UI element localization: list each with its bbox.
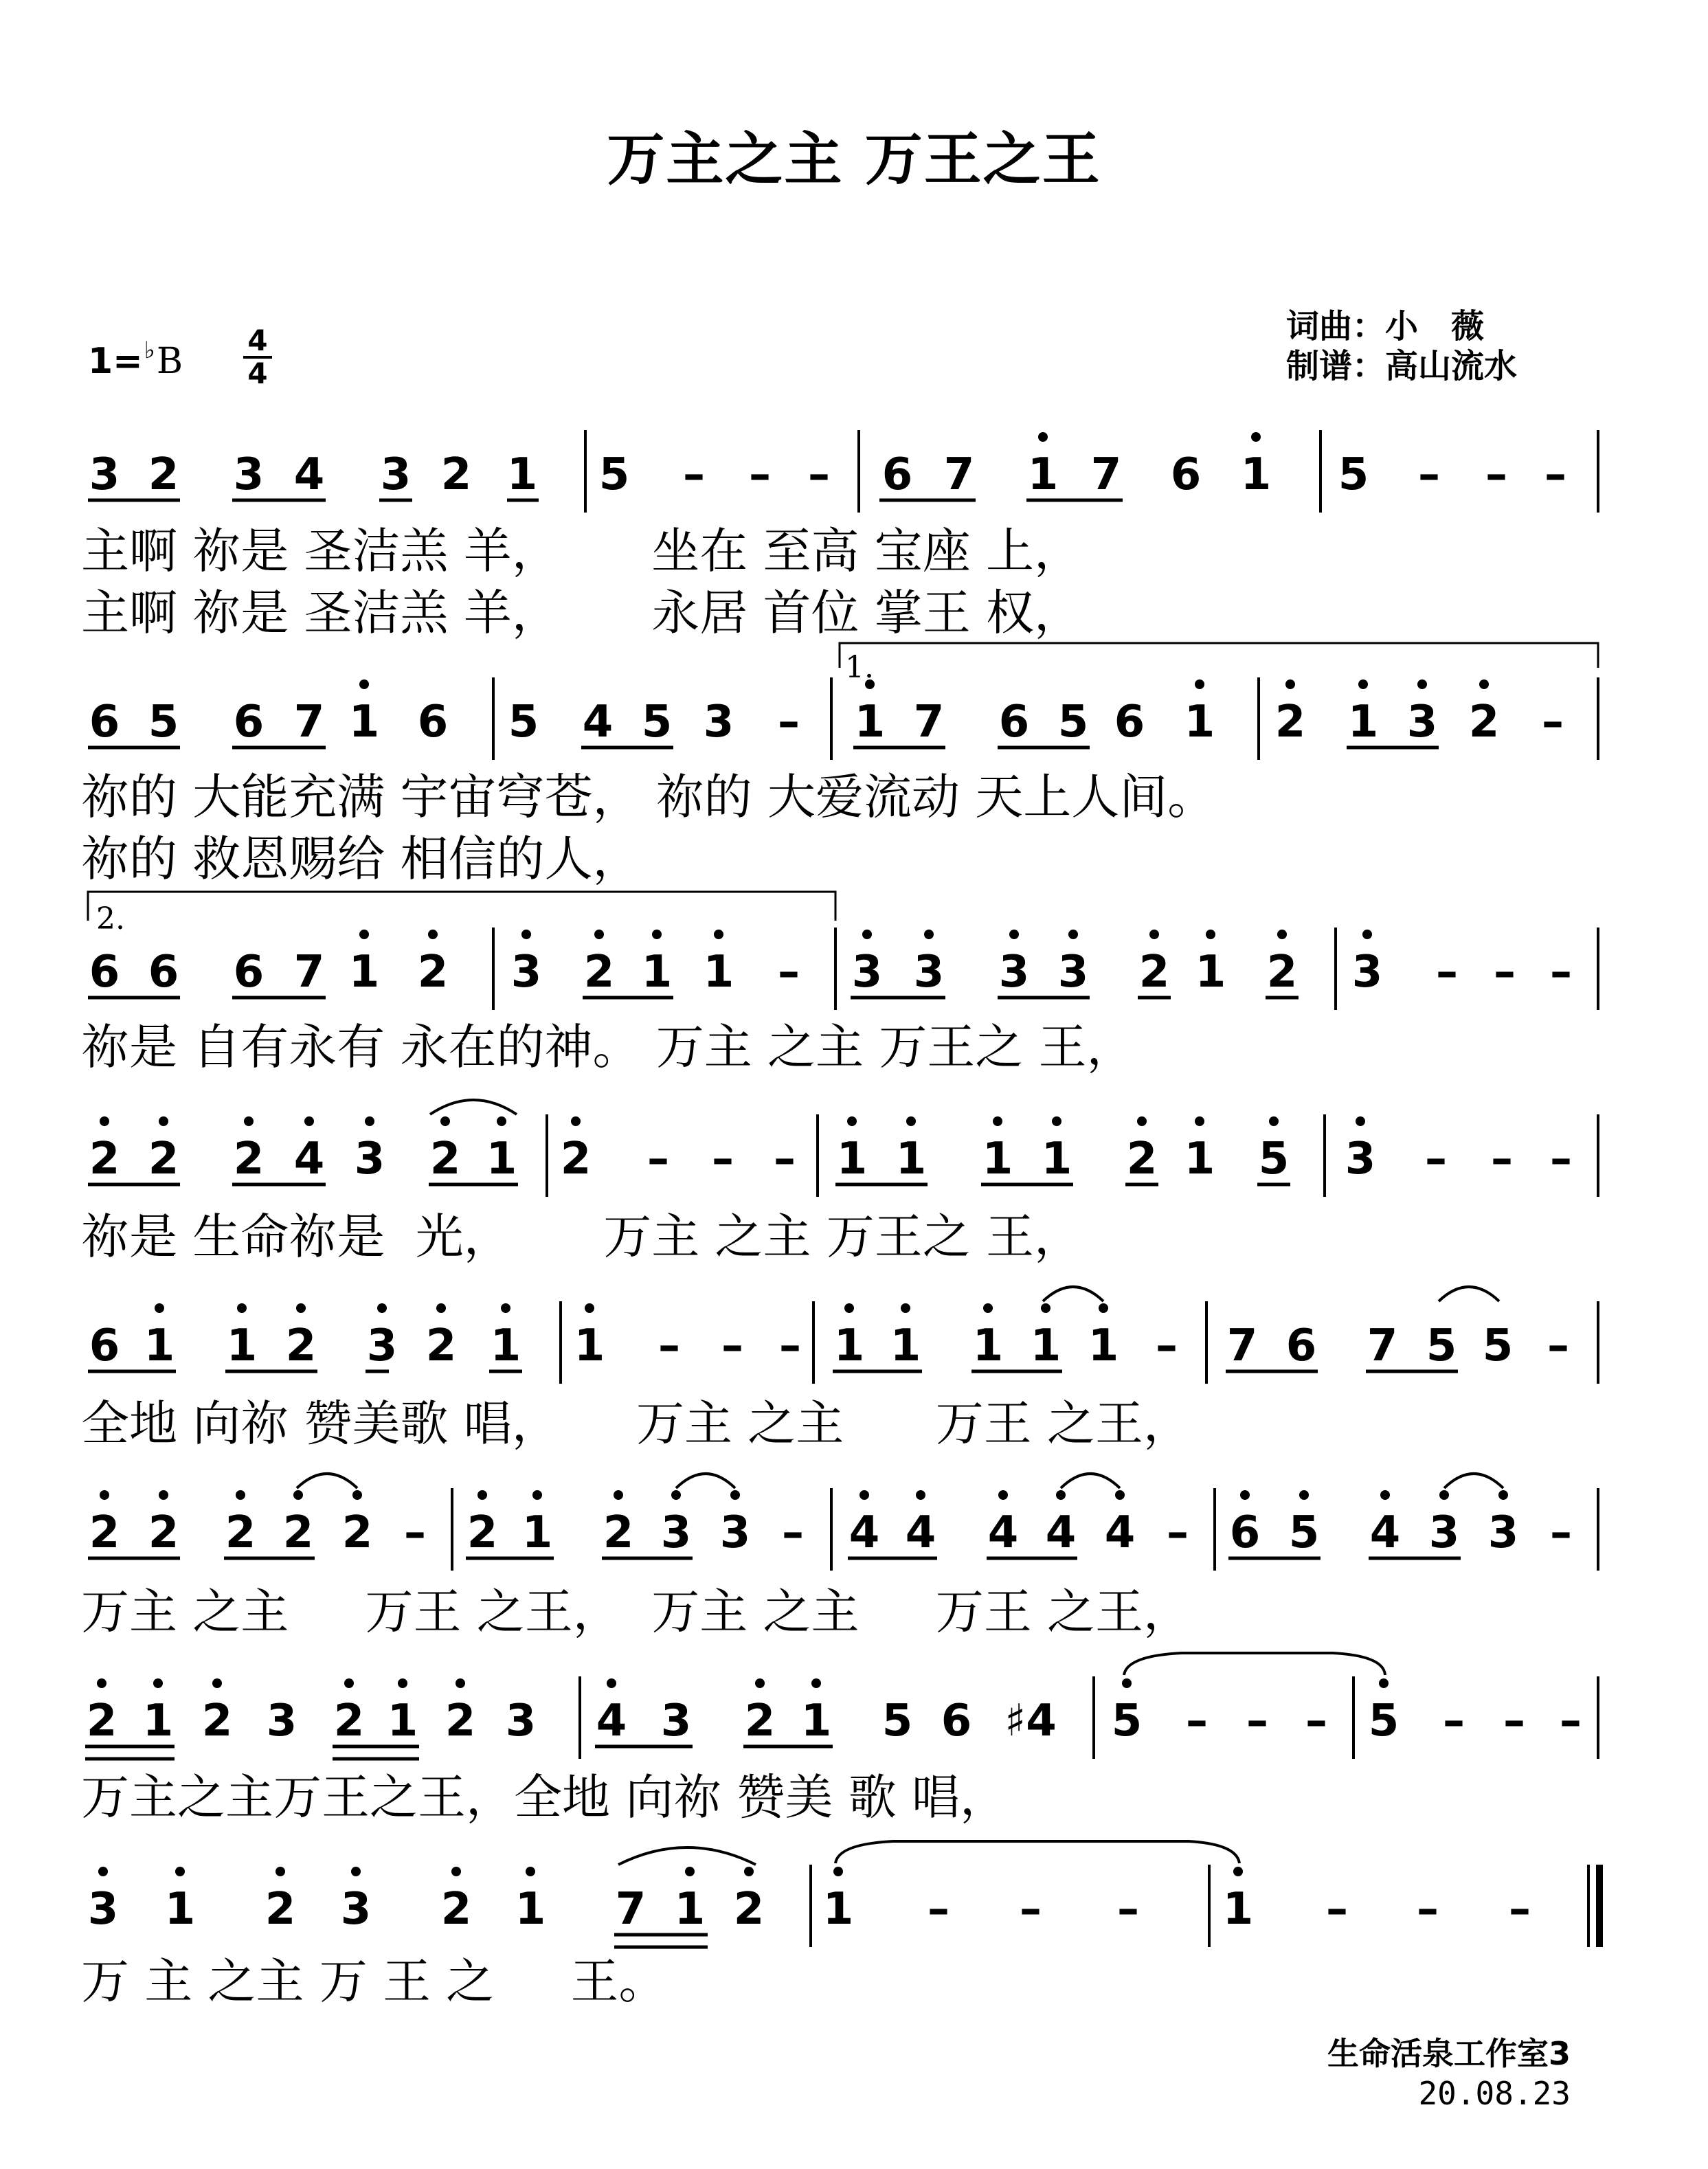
note: 2: [1274, 697, 1306, 748]
note: 1: [836, 1134, 868, 1184]
note: –: [1544, 449, 1566, 500]
note: 6: [881, 449, 913, 500]
note: –: [774, 1134, 796, 1184]
tie-slur: [835, 1841, 1239, 1863]
octave-dots: [359, 930, 1372, 939]
note: –: [658, 1320, 680, 1371]
note: 1: [1184, 697, 1215, 748]
octave-dots: [100, 1116, 1365, 1126]
note: 5: [1426, 1320, 1457, 1371]
note: 4: [596, 1696, 627, 1746]
underlines: [614, 1935, 708, 1947]
octave-dots: [155, 1303, 1108, 1313]
note: 1: [142, 1696, 174, 1746]
system-1: [81, 430, 1598, 641]
note: 1: [574, 1320, 605, 1371]
note: 3: [660, 1507, 692, 1558]
note: 2: [583, 947, 615, 998]
note: –: [928, 1884, 949, 1935]
note: –: [1156, 1320, 1178, 1371]
note: 2: [86, 1696, 117, 1746]
note: –: [1550, 947, 1572, 998]
lyric-line: 全地 向祢 赞美歌 唱， 万主 之主 万王 之王，: [81, 1395, 1192, 1452]
note: 3: [719, 1507, 751, 1558]
note: 4: [905, 1507, 936, 1558]
note: 5: [881, 1696, 913, 1746]
lyric-line: 祢的 大能充满 宇宙穹苍， 祢的 大爱流动 天上人间。: [81, 769, 1216, 825]
note: 6: [417, 697, 449, 748]
note: 2: [233, 1134, 265, 1184]
note: 3: [1351, 947, 1383, 998]
note: 2: [445, 1696, 476, 1746]
note: 6: [233, 947, 265, 998]
note: 3: [1428, 1507, 1460, 1558]
note: 6: [941, 1696, 972, 1746]
system-4: [81, 1100, 1598, 1265]
note: –: [1117, 1884, 1139, 1935]
note: 5: [1482, 1320, 1514, 1371]
note: –: [1246, 1696, 1268, 1746]
note: 1: [490, 1320, 521, 1371]
footer-studio: 生命活泉工作室3: [1327, 2035, 1571, 2072]
note: –: [404, 1507, 426, 1558]
note: 1: [1195, 947, 1226, 998]
tie-slur: [618, 1847, 756, 1865]
note: 2: [201, 1696, 233, 1746]
note: –: [1305, 1696, 1327, 1746]
tie-slur: [1444, 1474, 1503, 1488]
note: 1: [1030, 1320, 1061, 1371]
note: –: [647, 1134, 669, 1184]
note: –: [1436, 947, 1458, 998]
note: 1: [895, 1134, 927, 1184]
note: –: [749, 449, 771, 500]
note: 6: [1285, 1320, 1317, 1371]
note: –: [1443, 1696, 1465, 1746]
note: 1: [822, 1884, 854, 1935]
note: 6: [1170, 449, 1202, 500]
octave-dots: [98, 1867, 1243, 1876]
note: 6: [89, 1320, 120, 1371]
volta-bracket-1: [840, 643, 1598, 685]
note: 1: [515, 1884, 546, 1935]
note: 6: [89, 947, 120, 998]
note: 5: [598, 449, 630, 500]
note: –: [1547, 1320, 1569, 1371]
note: 5: [641, 697, 673, 748]
tie-slur: [430, 1100, 517, 1114]
note: 2: [1138, 947, 1170, 998]
note: 4: [582, 697, 614, 748]
note: 1: [164, 1884, 196, 1935]
note: 4: [1369, 1507, 1401, 1558]
note: 3: [233, 449, 265, 500]
note: 2: [733, 1884, 765, 1935]
note: 2: [89, 1134, 120, 1184]
note: –: [778, 697, 800, 748]
tie-slur: [1043, 1287, 1103, 1301]
note: –: [1503, 1696, 1525, 1746]
note: –: [779, 1320, 801, 1371]
song-title: 万主之主 万王之王: [607, 126, 1101, 193]
note: 2: [440, 449, 472, 500]
time-numerator: 4: [247, 324, 268, 357]
note: 2: [282, 1507, 314, 1558]
lyric-line: 主啊 祢是 圣洁羔 羊， 坐在 至高 宝座 上，: [81, 523, 1083, 579]
note: 6: [233, 697, 265, 748]
note: 1: [1347, 697, 1379, 748]
note: 2: [89, 1507, 120, 1558]
note: 4: [1045, 1507, 1077, 1558]
note: 5: [1288, 1507, 1320, 1558]
lyric-line: 万主之主万王之王，全地 向祢 赞美 歌 唱，: [81, 1769, 1009, 1825]
note: 2: [603, 1507, 634, 1558]
note: 1: [486, 1134, 517, 1184]
note: 2: [1266, 947, 1298, 998]
note: 2: [440, 1884, 472, 1935]
note: 7: [943, 449, 975, 500]
note: 1: [1088, 1320, 1119, 1371]
lyric-line: 万 主 之主 万 王 之 王。: [81, 1953, 667, 2010]
tie-slur: [1124, 1653, 1385, 1675]
note: 4: [293, 449, 325, 500]
note: 7: [293, 947, 325, 998]
note: –: [1417, 1884, 1439, 1935]
note: 3: [366, 1320, 398, 1371]
note: 6: [1114, 697, 1145, 748]
note: 5: [1057, 697, 1089, 748]
note: –: [721, 1320, 743, 1371]
flat-sign: ♭: [144, 337, 155, 364]
note: 2: [265, 1884, 296, 1935]
note: –: [808, 449, 830, 500]
note: 1: [972, 1320, 1004, 1371]
note: –: [1186, 1696, 1208, 1746]
note: 3: [703, 697, 734, 748]
note: 2: [285, 1320, 317, 1371]
lyric-line: 主啊 祢是 圣洁羔 羊， 永居 首位 掌王 权，: [81, 585, 1083, 641]
note: 1: [1222, 1884, 1254, 1935]
octave-dots: [359, 679, 1489, 689]
note: 5: [1368, 1696, 1400, 1746]
system-7: [81, 1653, 1598, 1825]
note: –: [1491, 1134, 1513, 1184]
note: –: [778, 947, 800, 998]
note: 2: [417, 947, 449, 998]
note: ♯4: [1004, 1696, 1057, 1746]
note: 2: [467, 1507, 498, 1558]
note: 2: [333, 1696, 365, 1746]
note: 6: [148, 947, 179, 998]
note: 6: [89, 697, 120, 748]
key-tonic: 1=: [88, 341, 143, 382]
note: –: [1509, 1884, 1531, 1935]
note: 4: [849, 1507, 880, 1558]
note: 3: [354, 1134, 385, 1184]
note: –: [1326, 1884, 1348, 1935]
note: 2: [744, 1696, 776, 1746]
tie-slur: [1061, 1474, 1120, 1488]
note: 6: [1229, 1507, 1261, 1558]
note: 1: [1027, 449, 1059, 500]
note: 3: [660, 1696, 692, 1746]
volta-bracket-2: [88, 892, 835, 936]
note: 2: [341, 1507, 373, 1558]
note: –: [1560, 1696, 1582, 1746]
note: 1: [348, 947, 380, 998]
note: 1: [854, 697, 886, 748]
note: –: [1485, 449, 1507, 500]
note: 3: [380, 449, 412, 500]
note: 1: [641, 947, 673, 998]
note: –: [1542, 697, 1564, 748]
note: –: [1550, 1507, 1572, 1558]
note: 3: [1406, 697, 1438, 748]
note: 7: [913, 697, 945, 748]
note: 1: [1184, 1134, 1215, 1184]
note: –: [683, 449, 705, 500]
note: 1: [703, 947, 734, 998]
note: 2: [425, 1320, 457, 1371]
note: 1: [226, 1320, 258, 1371]
note: 1: [1041, 1134, 1072, 1184]
note: 3: [510, 947, 542, 998]
note: 3: [913, 947, 945, 998]
system-8: [81, 1841, 1599, 2010]
lyric-line: 祢的 救恩赐给 相信的人，: [81, 831, 641, 887]
note: 2: [429, 1134, 461, 1184]
octave-dots: [100, 1490, 1508, 1500]
note: 1: [506, 449, 538, 500]
note: 2: [148, 1134, 179, 1184]
note: 3: [851, 947, 883, 998]
note: 1: [144, 1320, 175, 1371]
note: 3: [1057, 947, 1089, 998]
note: 7: [1367, 1320, 1398, 1371]
note: 1: [833, 1320, 865, 1371]
volta-1-label: 1.: [845, 650, 874, 685]
time-denominator: 4: [247, 357, 268, 390]
note: –: [1425, 1134, 1447, 1184]
note: –: [712, 1134, 734, 1184]
note: 5: [148, 697, 179, 748]
note: 5: [1258, 1134, 1290, 1184]
credit-lyrics-music: 词曲：小 薇: [1286, 307, 1485, 346]
note: 7: [1090, 449, 1122, 500]
note: 1: [890, 1320, 921, 1371]
system-2: [81, 643, 1598, 887]
underlines: [85, 1746, 833, 1759]
note: 6: [998, 697, 1030, 748]
footer-date: 20.08.23: [1418, 2075, 1571, 2112]
system-3: [81, 892, 1598, 1075]
footer: [1327, 2034, 1571, 2113]
note: –: [1418, 449, 1440, 500]
volta-2-label: 2.: [96, 901, 125, 936]
note: 7: [293, 697, 325, 748]
note: 1: [1240, 449, 1272, 500]
note: 3: [340, 1884, 372, 1935]
note: 5: [1338, 449, 1369, 500]
system-5: [81, 1287, 1598, 1452]
note: 2: [148, 1507, 179, 1558]
note: –: [1550, 1134, 1572, 1184]
note: 4: [293, 1134, 325, 1184]
note: 3: [505, 1696, 537, 1746]
key-note: B: [156, 341, 183, 382]
note: 4: [987, 1507, 1019, 1558]
note: 5: [508, 697, 539, 748]
note: 2: [148, 449, 179, 500]
note: 2: [560, 1134, 592, 1184]
lyric-line: 万主 之主 万王 之王， 万主 之主 万王 之王，: [81, 1584, 1192, 1640]
note: 3: [89, 449, 120, 500]
note: –: [782, 1507, 804, 1558]
note: 7: [1226, 1320, 1258, 1371]
note: 1: [521, 1507, 553, 1558]
octave-dots: [97, 1678, 1389, 1688]
note: 3: [266, 1696, 297, 1746]
note: –: [1020, 1884, 1042, 1935]
note: 3: [1487, 1507, 1519, 1558]
note: 1: [674, 1884, 706, 1935]
lyric-line: 祢是 生命祢是 光， 万主 之主 万王之 王，: [81, 1209, 1083, 1265]
credit-notation: 制谱：高山流水: [1286, 347, 1518, 385]
note: 4: [1104, 1507, 1136, 1558]
note: 1: [348, 697, 380, 748]
note: 3: [998, 947, 1030, 998]
note: 2: [1126, 1134, 1158, 1184]
note: 1: [800, 1696, 832, 1746]
note: –: [1167, 1507, 1189, 1558]
note: 1: [387, 1696, 418, 1746]
note: 1: [982, 1134, 1013, 1184]
note: 5: [1111, 1696, 1143, 1746]
note: 2: [1468, 697, 1500, 748]
note: 7: [615, 1884, 647, 1935]
tie-slur: [1439, 1287, 1499, 1301]
tie-slur: [676, 1474, 735, 1488]
octave-dots: [1038, 432, 1261, 442]
system-6: [81, 1474, 1598, 1640]
tie-slur: [297, 1474, 357, 1488]
lyric-line: 祢是 自有永有 永在的神。 万主 之主 万王之 王，: [81, 1019, 1135, 1075]
note: 2: [225, 1507, 256, 1558]
note: 3: [87, 1884, 119, 1935]
note: –: [1494, 947, 1516, 998]
note: 3: [1345, 1134, 1376, 1184]
